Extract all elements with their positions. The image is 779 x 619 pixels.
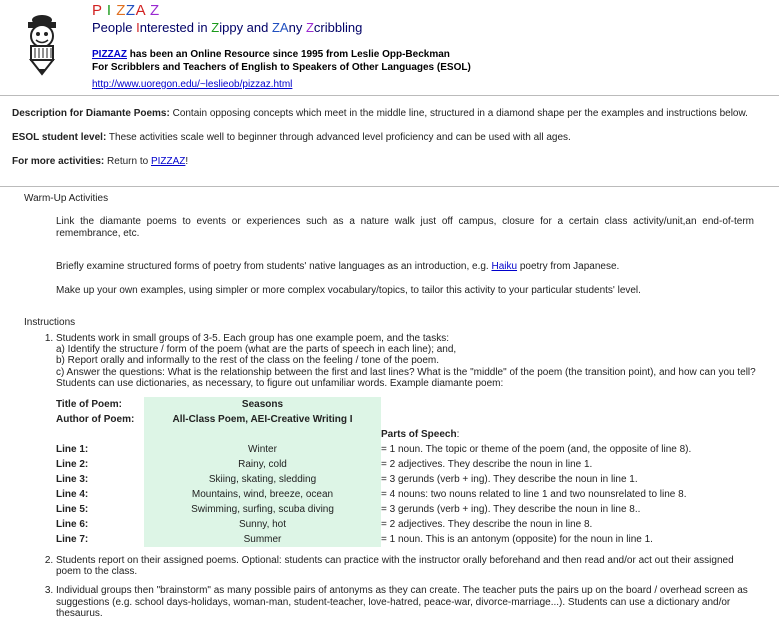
poem-author: All-Class Poem, AEI-Creative Writing I: [144, 412, 381, 427]
instruction-line: Students can use dictionaries, as necessary, to figure out unfamiliar words. Example diamante poem:: [56, 377, 504, 389]
description-label: Description for Diamante Poems:: [12, 108, 170, 119]
instructions-list: [24, 333, 779, 619]
line-pos: = 1 noun. The topic or theme of the poem (and, the opposite of line 8).: [381, 443, 692, 455]
warmup-paragraph-3: Make up your own examples, using simpler or more complex vocabulary/topics, to tailor this activity to your particular students' level.: [56, 285, 641, 296]
instruction-line: c) Answer the questions: What is the relationship between the first and last lines? What is the "middle" of the poem (the transition point), and how can you tell?: [56, 366, 756, 378]
more-end: !: [185, 156, 189, 167]
line-label: Line 4:: [56, 488, 89, 500]
line-pos: = 3 gerunds (verb + ing). They describe the noun in line 8..: [381, 503, 641, 515]
haiku-link[interactable]: Haiku: [491, 261, 518, 272]
line-pos: = 2 adjectives. They describe the noun in line 1.: [381, 458, 593, 470]
line-pos: = 4 nouns: two nouns related to line 1 and two nounsrelated to line 8.: [381, 488, 687, 500]
warmup-paragraph-2: [56, 261, 754, 273]
activity-meta: [0, 96, 779, 186]
tagline-part: nterested in: [139, 20, 212, 35]
line-pos: = 2 adjectives. They describe the noun in line 8.: [381, 518, 593, 530]
poem-line: Skiing, skating, sledding: [144, 472, 381, 487]
line-label: Line 3:: [56, 473, 89, 485]
poem-table: [56, 397, 691, 547]
description-text: Contain opposing concepts which meet in the middle line, structured in a diamond shape per the examples and instructions below.: [169, 108, 748, 119]
more-label: For more activities:: [12, 156, 105, 167]
instruction-item-1: [56, 333, 779, 547]
pizzaz-home-link[interactable]: PIZZAZ: [92, 49, 127, 60]
brand-letter: Z: [125, 2, 136, 19]
more-text: Return to: [104, 156, 151, 167]
brand-letter: A: [135, 2, 146, 19]
line-label: Line 5:: [56, 503, 89, 515]
more-row: [12, 156, 767, 167]
tagline-part: I: [136, 20, 140, 35]
line-label: Line 1:: [56, 443, 89, 455]
pencil-mascot-logo: [20, 12, 64, 76]
site-info: [92, 48, 471, 90]
tagline-part: ippy and: [219, 20, 272, 35]
poem-line: Rainy, cold: [144, 457, 381, 472]
info-line-1: has been an Online Resource since 1995 from Leslie Opp-Beckman: [127, 49, 450, 60]
brand-letter: I: [106, 2, 112, 19]
poem-title: Seasons: [144, 397, 381, 412]
instructions-heading: Instructions: [24, 317, 76, 328]
warmup-heading: Warm-Up Activities: [24, 193, 109, 204]
author-label: Author of Poem:: [56, 413, 135, 425]
site-header: [0, 0, 779, 95]
site-url-link[interactable]: http://www.uoregon.edu/~leslieob/pizzaz.html: [92, 79, 293, 90]
warmup-section: [0, 187, 779, 297]
instruction-item-2: 2. Students report on their assigned poems. Optional: students can practice with the instructor orally beforehand and then read and/or act out their assigned poem to the class.: [56, 555, 779, 577]
brand-title: [92, 2, 160, 19]
title-label: Title of Poem:: [56, 398, 122, 410]
tagline-part: Z: [305, 20, 314, 35]
return-pizzaz-link[interactable]: PIZZAZ: [150, 156, 186, 167]
brand-letter: P: [92, 2, 103, 19]
level-row: [12, 132, 767, 143]
warmup-paragraph-1: Link the diamante poems to events or experiences such as a nature walk just off campus, closure for a certain class activity/unit,an end-of-term remembrance, etc.: [56, 216, 754, 239]
brand-tagline: [92, 20, 362, 35]
instructions-section: [0, 297, 779, 619]
line-label: Line 7:: [56, 533, 89, 545]
poem-line: Winter: [144, 442, 381, 457]
parts-of-speech-heading: [381, 427, 691, 442]
tagline-part: People: [92, 20, 137, 35]
line-label: Line 2:: [56, 458, 89, 470]
tagline-part: ny: [288, 20, 306, 35]
description-row: [12, 108, 767, 119]
tagline-part: Z: [211, 20, 220, 35]
instruction-line: 1. Students work in small groups of 3-5. Each group has one example poem, and the tasks:: [56, 333, 449, 344]
level-text: These activities scale well to beginner through advanced level proficiency and can be used with all ages.: [106, 132, 571, 143]
warmup-p2-text: Briefly examine structured forms of poetry from students' native languages as an introduction, e.g.: [56, 261, 492, 272]
brand-letter: Z: [149, 2, 160, 19]
line-pos: = 3 gerunds (verb + ing). They describe the noun in line 1.: [381, 473, 638, 485]
instruction-line: b) Report orally and informally to the rest of the class on the feeling / tone of the poem.: [56, 355, 439, 367]
line-pos: = 1 noun. This is an antonym (opposite) for the noun in line 1.: [381, 533, 653, 545]
line-label: Line 6:: [56, 518, 89, 530]
poem-line: Mountains, wind, breeze, ocean: [144, 487, 381, 502]
pos-heading-text: Parts of Speech: [381, 428, 457, 440]
info-line-2: For Scribblers and Teachers of English to Speakers of Other Languages (ESOL): [92, 62, 471, 73]
warmup-p2-end: poetry from Japanese.: [517, 261, 620, 272]
poem-line: Sunny, hot: [144, 517, 381, 532]
poem-line: Summer: [144, 532, 381, 547]
pos-heading-colon: :: [456, 428, 460, 440]
poem-line: Swimming, surfing, scuba diving: [144, 502, 381, 517]
instruction-item-3: 3. Individual groups then "brainstorm" as many possible pairs of antonyms as they can create. The teacher puts the pairs up on the board / overhead screen as suggestions (e.g. school days-holidays, woman-man, student-teacher, love-hatred, peace-war, divorce-marriage...). Students can use a dictionary and/or thesaurus.: [56, 585, 779, 619]
instruction-line: a) Identify the structure / form of the poem (what are the parts of speech in each line); and,: [56, 344, 457, 356]
tagline-part: cribbling: [313, 20, 363, 35]
level-label: ESOL student level:: [12, 132, 107, 143]
brand-letter: Z: [116, 2, 126, 19]
tagline-part: ZA: [271, 20, 289, 35]
